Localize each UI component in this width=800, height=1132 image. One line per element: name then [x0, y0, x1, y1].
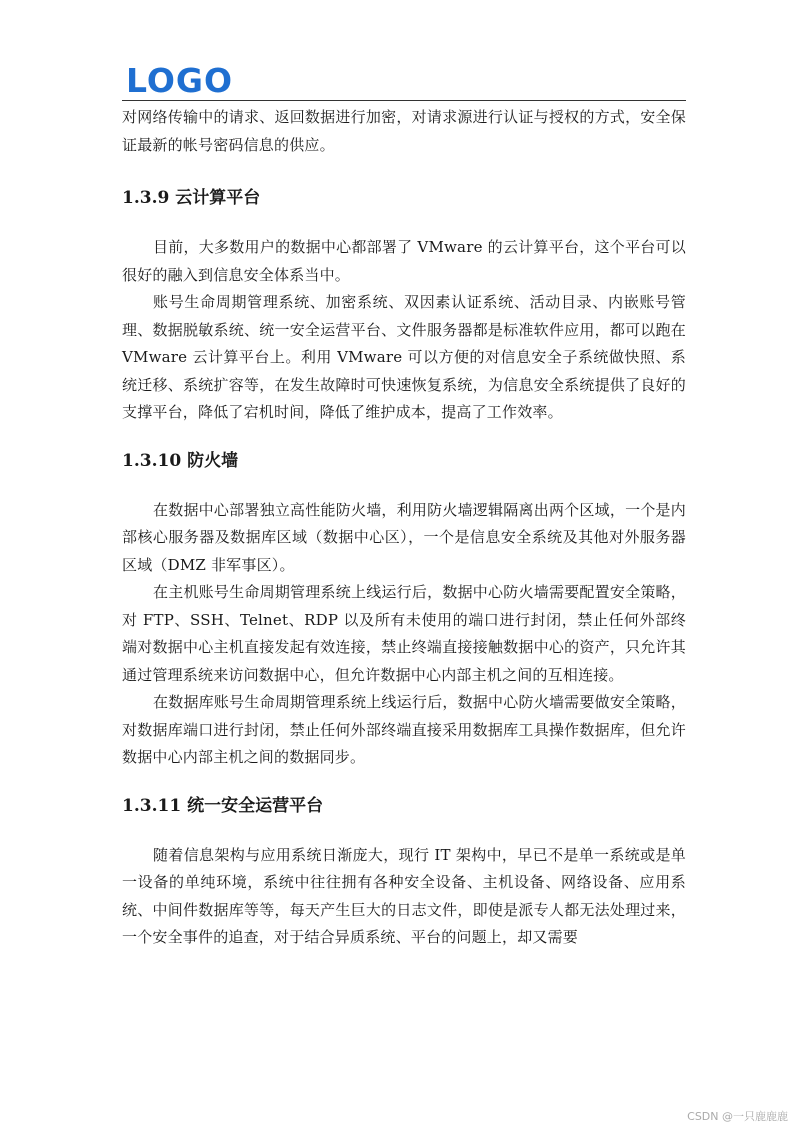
document-body — [122, 104, 686, 952]
paragraph: 在数据中心部署独立高性能防火墙，利用防火墙逻辑隔离出两个区域，一个是内部核心服务器及数据库区域（数据中心区），一个是信息安全系统及其他对外服务器区域（DMZ 非军事区）。 — [122, 500, 686, 574]
section-heading-cloud-platform: 1.3.9 云计算平台 — [122, 188, 261, 208]
company-logo: LOGO — [126, 61, 234, 100]
section-heading-security-operations: 1.3.11 统一安全运营平台 — [122, 795, 324, 816]
header-divider — [122, 100, 686, 101]
paragraph: 账号生命周期管理系统、加密系统、双因素认证系统、活动目录、内嵌账号管理、数据脱敏系统、统一安全运营平台、文件服务器都是标准软件应用，都可以跑在 VMware 云计算平台上。利用 VMware 可以方便的对信息安全子系统做快照、系统迁移、系统扩容等，在发生故障时可快速恢复系统，为信息安全系统提供了良好的支撑平台，降低了宕机时间，降低了维护成本，提高了工作效率。 — [122, 293, 686, 421]
paragraph: 目前，大多数用户的数据中心都部署了 VMware 的云计算平台，这个平台可以很好的融入到信息安全体系当中。 — [122, 238, 686, 284]
continuation-paragraph: 对网络传输中的请求、返回数据进行加密，对请求源进行认证与授权的方式，安全保证最新的帐号密码信息的供应。 — [122, 108, 686, 154]
paragraph: 随着信息架构与应用系统日渐庞大，现行 IT 架构中，早已不是单一系统或是单一设备的单纯环境，系统中往往拥有各种安全设备、主机设备、网络设备、应用系统、中间件数据库等等，每天产生巨大的日志文件，即使是派专人都无法处理过来，一个安全事件的追查，对于结合异质系统、平台的问题上，却又需要 — [122, 845, 686, 946]
paragraph: 在主机账号生命周期管理系统上线运行后，数据中心防火墙需要配置安全策略，对 FTP、SSH、Telnet、RDP 以及所有未使用的端口进行封闭，禁止任何外部终端对数据中心主机直接发起有效连接，禁止终端直接接触数据中心的资产，只允许其通过管理系统来访问数据中心，但允许数据中心内部主机之间的互相连接。 — [122, 583, 686, 684]
csdn-watermark: CSDN @一只鹿鹿鹿 — [687, 1110, 788, 1123]
section-heading-firewall: 1.3.10 防火墙 — [122, 450, 239, 471]
paragraph: 在数据库账号生命周期管理系统上线运行后，数据中心防火墙需要做安全策略，对数据库端口进行封闭，禁止任何外部终端直接采用数据库工具操作数据库，但允许数据中心内部主机之间的数据同步。 — [122, 693, 686, 766]
